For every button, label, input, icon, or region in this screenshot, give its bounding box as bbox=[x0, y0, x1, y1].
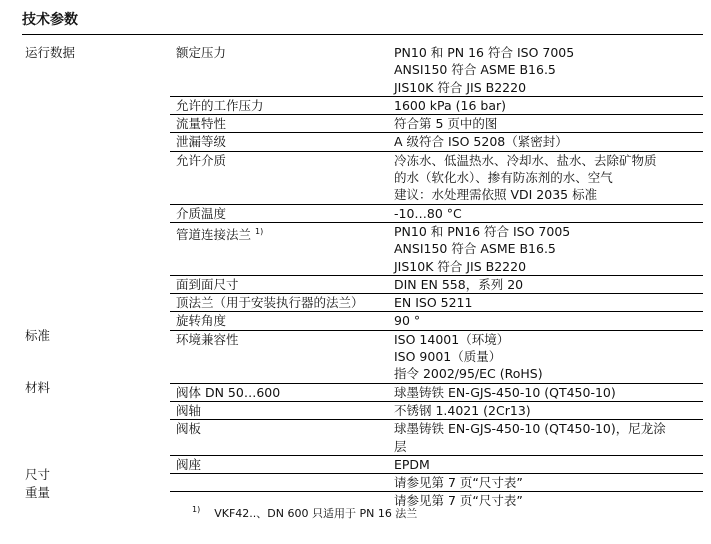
spec-parameter bbox=[170, 205, 394, 222]
spec-parameter bbox=[170, 97, 394, 114]
spec-value-line: 球墨铸铁 EN-GJS-450-10 (QT450-10)，尼龙涂 bbox=[394, 421, 666, 437]
spec-table bbox=[170, 44, 703, 510]
spec-parameter bbox=[170, 276, 394, 293]
spec-parameter-label: 额定压力 bbox=[176, 45, 227, 60]
spec-row bbox=[170, 133, 703, 151]
spec-row bbox=[170, 97, 703, 115]
footnote-text: VKF42..、DN 600 只适用于 PN 16 法兰 bbox=[214, 507, 418, 520]
spec-parameter-label: 阀体 DN 50…600 bbox=[176, 384, 281, 400]
spec-value bbox=[394, 205, 703, 222]
spec-value bbox=[394, 152, 703, 204]
spec-value-line: 球墨铸铁 EN-GJS-450-10 (QT450-10) bbox=[394, 384, 616, 400]
footnote-ref: 1) bbox=[255, 226, 264, 236]
spec-value-line: DIN EN 558，系列 20 bbox=[394, 276, 524, 292]
spec-value bbox=[394, 133, 703, 150]
spec-row bbox=[170, 474, 703, 492]
spec-value bbox=[394, 312, 703, 329]
spec-row bbox=[170, 44, 703, 97]
spec-parameter bbox=[170, 384, 394, 401]
category-materials: 材料 bbox=[25, 380, 51, 395]
spec-value bbox=[394, 115, 703, 132]
spec-parameter-label: 面到面尺寸 bbox=[176, 276, 239, 292]
spec-value-line: 1600 kPa (16 bar) bbox=[394, 97, 506, 113]
spec-parameter bbox=[170, 312, 394, 329]
spec-row bbox=[170, 205, 703, 223]
category-weight: 重量 bbox=[25, 485, 51, 500]
spec-parameter bbox=[170, 115, 394, 132]
spec-value-line: 符合第 5 页中的图 bbox=[394, 116, 498, 132]
spec-value-line: ISO 14001（环境） bbox=[394, 331, 510, 347]
spec-value-line: PN10 和 PN 16 符合 ISO 7005 bbox=[394, 45, 575, 60]
spec-value bbox=[394, 420, 703, 455]
spec-row bbox=[170, 223, 703, 276]
spec-parameter bbox=[170, 331, 394, 383]
spec-value-line: 建议：水处理需依照 VDI 2035 标准 bbox=[394, 187, 598, 203]
spec-value-line: 90 ° bbox=[394, 313, 421, 329]
footnote-mark: 1) bbox=[192, 505, 201, 514]
spec-parameter bbox=[170, 223, 394, 275]
spec-parameter-label: 介质温度 bbox=[176, 205, 227, 221]
spec-parameter-label: 阀轴 bbox=[176, 402, 202, 418]
category-standards: 标准 bbox=[25, 328, 51, 343]
spec-value-line: ANSI150 符合 ASME B16.5 bbox=[394, 62, 556, 78]
spec-row bbox=[170, 384, 703, 402]
spec-parameter-label: 管道连接法兰 bbox=[176, 226, 252, 242]
spec-parameter-label: 流量特性 bbox=[176, 116, 227, 132]
spec-value-line: PN10 和 PN16 符合 ISO 7005 bbox=[394, 223, 571, 239]
spec-value-line: JIS10K 符合 JIS B2220 bbox=[394, 258, 527, 274]
spec-parameter-label: 顶法兰（用于安装执行器的法兰） bbox=[176, 295, 364, 311]
footnote bbox=[192, 505, 417, 521]
spec-value bbox=[394, 331, 703, 383]
spec-row bbox=[170, 115, 703, 133]
category-operating-data: 运行数据 bbox=[25, 45, 76, 60]
spec-parameter bbox=[170, 420, 394, 455]
spec-value bbox=[394, 384, 703, 401]
spec-parameter bbox=[170, 456, 394, 473]
category-dimensions: 尺寸 bbox=[25, 467, 51, 482]
spec-parameter-label: 环境兼容性 bbox=[176, 331, 239, 347]
spec-value-line: 冷冻水、低温热水、冷却水、盐水、去除矿物质 bbox=[394, 152, 657, 168]
spec-row bbox=[170, 420, 703, 456]
spec-value bbox=[394, 402, 703, 419]
spec-value-line: ANSI150 符合 ASME B16.5 bbox=[394, 241, 556, 257]
spec-value-line: EN ISO 5211 bbox=[394, 295, 473, 311]
spec-value bbox=[394, 456, 703, 473]
spec-parameter bbox=[170, 474, 394, 491]
spec-parameter bbox=[170, 44, 394, 96]
spec-row bbox=[170, 276, 703, 294]
spec-parameter bbox=[170, 294, 394, 311]
spec-value-line: 请参见第 7 页“尺寸表” bbox=[394, 493, 523, 509]
spec-parameter-label: 允许介质 bbox=[176, 152, 227, 168]
spec-value bbox=[394, 44, 703, 96]
spec-row bbox=[170, 294, 703, 312]
spec-parameter bbox=[170, 402, 394, 419]
spec-value-line: EPDM bbox=[394, 456, 430, 472]
spec-row bbox=[170, 312, 703, 330]
spec-value bbox=[394, 474, 703, 491]
spec-parameter-label: 泄漏等级 bbox=[176, 134, 227, 150]
spec-parameter bbox=[170, 133, 394, 150]
spec-row bbox=[170, 402, 703, 420]
spec-row bbox=[170, 331, 703, 384]
header-rule bbox=[22, 34, 703, 35]
spec-parameter-label: 旋转角度 bbox=[176, 313, 227, 329]
spec-value bbox=[394, 223, 703, 275]
spec-parameter-label: 阀板 bbox=[176, 421, 202, 437]
spec-value-line: 的水（软化水）、掺有防冻剂的水、空气 bbox=[394, 170, 613, 186]
spec-row bbox=[170, 456, 703, 474]
spec-value-line: A 级符合 ISO 5208（紧密封） bbox=[394, 134, 568, 150]
spec-value-line: ISO 9001（质量） bbox=[394, 349, 502, 365]
spec-value bbox=[394, 97, 703, 114]
spec-value bbox=[394, 294, 703, 311]
spec-parameter-label: 允许的工作压力 bbox=[176, 97, 264, 113]
spec-parameter-label: 阀座 bbox=[176, 456, 202, 472]
spec-value-line: 层 bbox=[394, 438, 407, 454]
spec-value-line: 不锈钢 1.4021 (2Cr13) bbox=[394, 402, 531, 418]
spec-value-line: JIS10K 符合 JIS B2220 bbox=[394, 79, 527, 95]
section-title: 技术参数 bbox=[22, 12, 78, 28]
spec-value-line: 请参见第 7 页“尺寸表” bbox=[394, 475, 523, 491]
spec-row bbox=[170, 152, 703, 205]
spec-value-line: 指令 2002/95/EC (RoHS) bbox=[394, 366, 543, 382]
spec-value bbox=[394, 492, 703, 509]
spec-value bbox=[394, 276, 703, 293]
spec-value-line: -10…80 °C bbox=[394, 205, 462, 221]
spec-parameter bbox=[170, 152, 394, 204]
